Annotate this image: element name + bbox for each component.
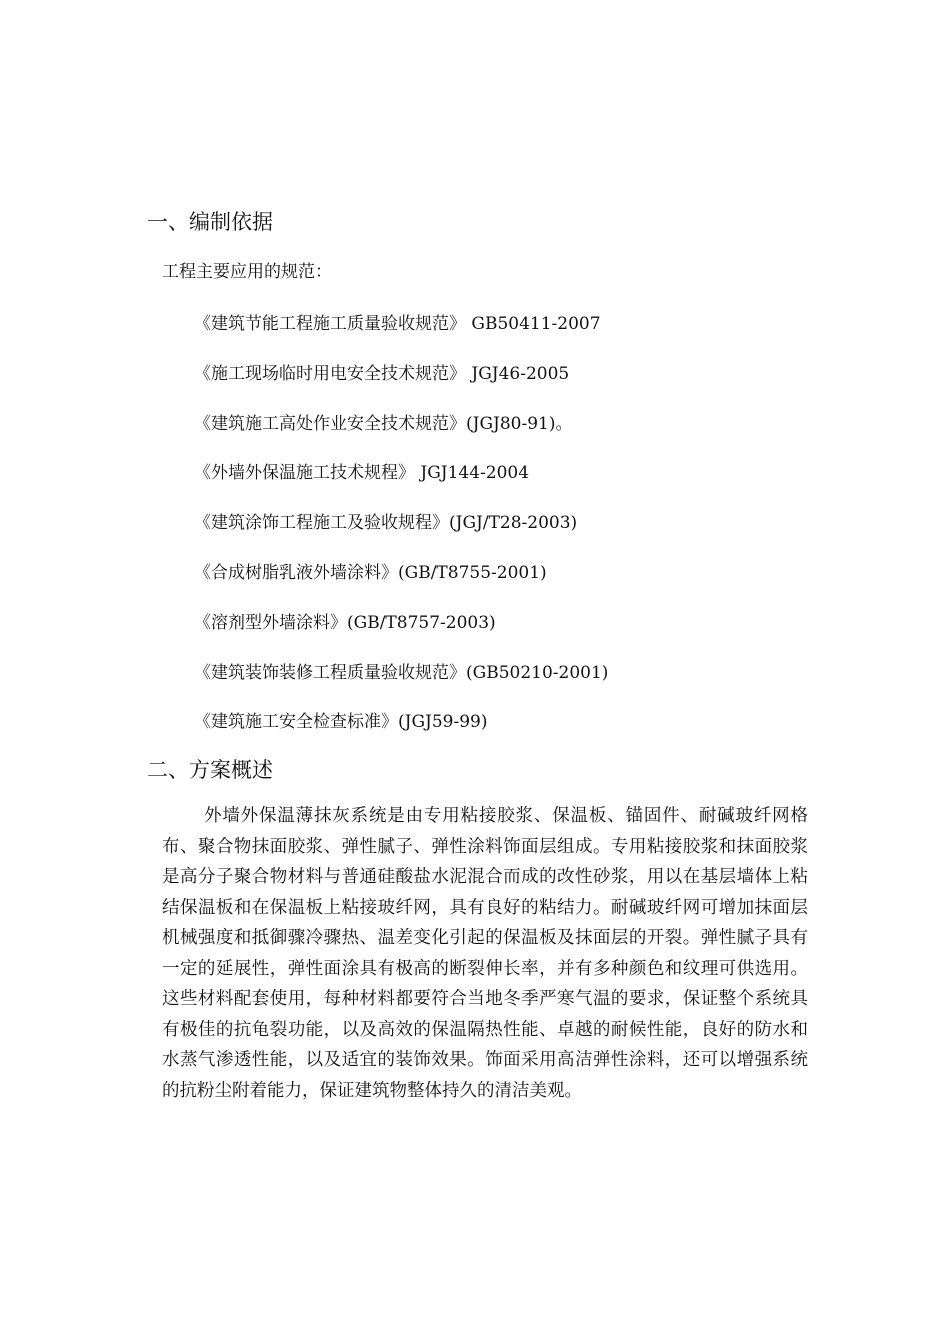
reference-item: 《建筑施工安全检查标准》(JGJ59-99) — [194, 712, 488, 733]
overview-paragraph: 外墙外保温薄抹灰系统是由专用粘接胶浆、保温板、锚固件、耐碱玻纤网格布、聚合物抹面胶浆、弹性腻子、弹性涂料饰面层组成。专用粘接胶浆和抹面胶浆是高分子聚合物材料与普通硅酸盐水泥混合而成的改性砂浆，用以在基层墙体上粘结保温板和在保温板上粘接玻纤网，具有良好的粘结力。耐碱玻纤网可增加抹面层机械强度和抵御骤冷骤热、温差变化引起的保温板及抹面层的开裂。弹性腻子具有一定的延展性，弹性面涂具有极高的断裂伸长率，并有多种颜色和纹理可供选用。这些材料配套使用，每种材料都要符合当地冬季严寒气温的要求，保证整个系统具有极佳的抗龟裂功能，以及高效的保温隔热性能、卓越的耐候性能，良好的防水和水蒸气渗透性能，以及适宜的装饰效果。饰面采用高洁弹性涂料，还可以增强系统的抗粉尘附着能力，保证建筑物整体持久的清洁美观。 — [162, 806, 808, 1101]
reference-item: 《建筑施工高处作业安全技术规范》(JGJ80-91)。 — [194, 413, 573, 434]
reference-item: 《施工现场临时用电安全技术规范》 JGJ46-2005 — [194, 363, 570, 384]
section-heading: 一、编制依据 — [147, 210, 273, 234]
intro-text: 工程主要应用的规范： — [162, 262, 332, 282]
reference-item: 《合成树脂乳液外墙涂料》(GB/T8755-2001) — [194, 562, 547, 583]
reference-item: 《溶剂型外墙涂料》(GB/T8757-2003) — [194, 612, 496, 633]
section-heading: 二、方案概述 — [147, 758, 273, 782]
reference-item: 《外墙外保温施工技术规程》 JGJ144-2004 — [194, 463, 530, 484]
reference-item: 《建筑节能工程施工质量验收规范》 GB50411-2007 — [194, 314, 601, 334]
reference-item: 《建筑装饰装修工程质量验收规范》(GB50210-2001) — [194, 662, 609, 683]
reference-list — [194, 312, 608, 760]
reference-item: 《建筑涂饰工程施工及验收规程》(JGJ/T28-2003) — [194, 513, 578, 534]
